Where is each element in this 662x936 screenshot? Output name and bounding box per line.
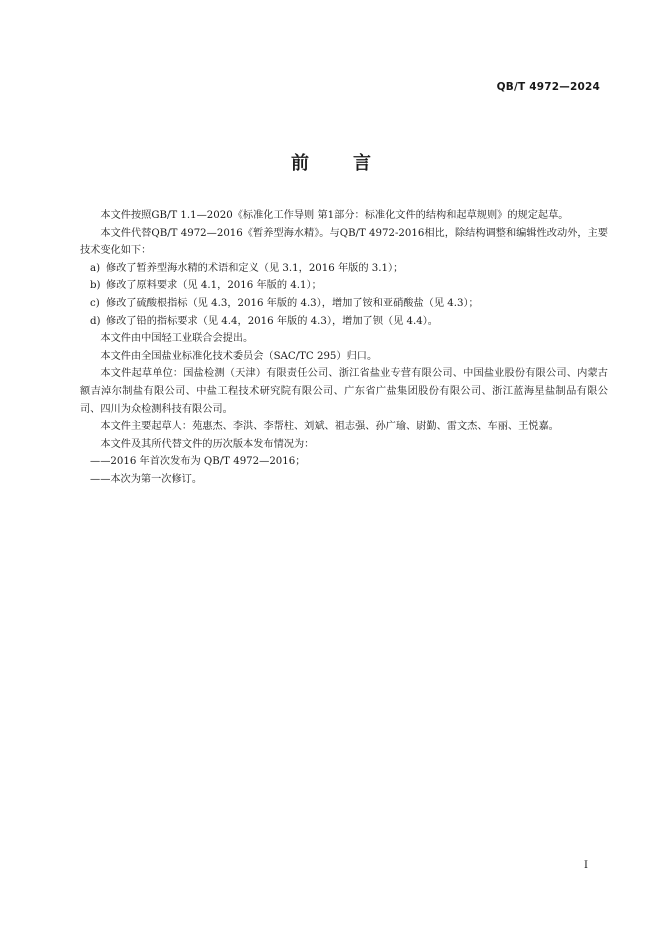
paragraph-drafting-rules: 本文件按照GB/T 1.1—2020《标准化工作导则 第1部分：标准化文件的结构和起草规则》的规定起草。 [100,210,569,221]
paragraph-proposer: 本文件由中国轻工业联合会提出。 [100,333,254,345]
change-marker: d) [90,315,101,327]
paragraph-drafting-units: 本文件起草单位：国盐检测（天津）有限责任公司、浙江省盐业专营有限公司、中国盐业股份有限公司、内蒙古额吉淖尔制盐有限公司、中盐工程技术研究院有限公司、广东省广盐集团股份有限公司、浙江蓝海星盐制品有限公司、四川为众检测科技有限公司。 [80,368,608,415]
change-text: 修改了硫酸根指标（见 4.3，2016 年版的 4.3），增加了铵和亚硝酸盐（见 4.3）； [106,297,479,309]
paragraph-drafters: 本文件主要起草人：苑惠杰、李洪、李帮柱、刘斌、祖志强、孙广瑜、尉勤、雷文杰、车丽、王悦嘉。 [100,421,559,433]
paragraph-replacement: 本文件代替QB/T 4972—2016《暂养型海水精》。与QB/T 4972-2016相比，除结构调整和编辑性改动外，主要技术变化如下： [80,227,608,257]
paragraph-history: 本文件及其所代替文件的历次版本发布情况为： [100,438,315,450]
paragraph-committee: 本文件由全国盐业标准化技术委员会（SAC/TC 295）归口。 [100,350,378,362]
history-item: ——本次为第一次修订。 [90,473,203,485]
change-item [80,313,608,331]
change-marker: c) [90,297,100,309]
page-title [0,149,662,175]
change-marker: b) [90,280,101,292]
foreword-body [80,207,608,489]
document-code: QB/T 4972—2024 [496,81,600,93]
change-item [80,295,608,313]
change-text: 修改了铅的指标要求（见 4.4，2016 年版的 4.3），增加了钡（见 4.4）。 [106,315,438,327]
change-item [80,277,608,295]
history-item: ——2016 年首次发布为 QB/T 4972—2016； [90,456,306,468]
change-text: 修改了暂养型海水精的术语和定义（见 3.1，2016 年版的 3.1）； [106,262,404,274]
change-text: 修改了原料要求（见 4.1，2016 年版的 4.1）； [106,280,322,292]
page-number: I [584,860,588,871]
change-item [80,260,608,278]
title-char-2: 言 [353,153,371,174]
title-char-1: 前 [291,153,309,174]
change-marker: a) [90,262,101,274]
